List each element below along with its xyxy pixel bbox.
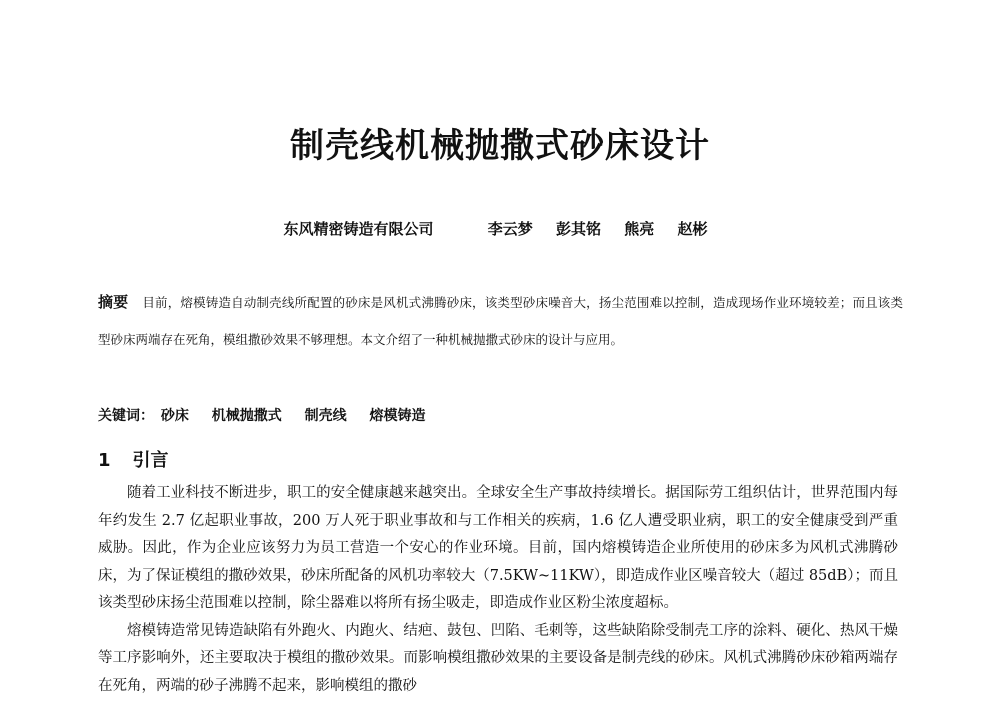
author-line xyxy=(0,218,1000,239)
abstract xyxy=(98,284,903,358)
section-number: 1 xyxy=(98,450,111,471)
author-name: 赵彬 xyxy=(677,220,708,238)
paragraph: 熔模铸造常见铸造缺陷有外跑火、内跑火、结疤、鼓包、凹陷、毛刺等，这些缺陷除受制壳工序的涂料、硬化、热风干燥等工序影响外，还主要取决于模组的撒砂效果。而影响模组撒砂效果的主要设备是制壳线的砂床。风机式沸腾砂床砂箱两端存在死角，两端的砂子沸腾不起来，影响模组的撒砂 xyxy=(98,622,898,694)
keyword: 砂床 xyxy=(160,408,189,424)
paragraph: 随着工业科技不断进步，职工的安全健康越来越突出。全球安全生产事故持续增长。据国际劳工组织估计，世界范围内每年约发生 2.7 亿起职业事故，200 万人死于职业事故和与工作相关的疾病，1.6 亿人遭受职业病，职工的安全健康受到严重威胁。因此，作为企业应该努力为员工营造一个安心的作业环境。目前，国内熔模铸造企业所使用的砂床多为风机式沸腾砂床，为了保证模组的撒砂效果，砂床所配备的风机功率较大（7.5KW~11KW），即造成作业区噪音较大（超过 85dB）；而且该类型砂床扬尘范围难以控制，除尘器难以将所有扬尘吸走，即造成作业区粉尘浓度超标。 xyxy=(98,485,898,611)
abstract-text: 目前，熔模铸造自动制壳线所配置的砂床是风机式沸腾砂床，该类型砂床噪音大，扬尘范围难以控制，造成现场作业环境较差；而且该类型砂床两端存在死角，模组撒砂效果不够理想。本文介绍了一种机械抛撒式砂床的设计与应用。 xyxy=(98,295,903,347)
keywords xyxy=(98,405,903,425)
keyword: 熔模铸造 xyxy=(369,408,426,424)
section-title: 引言 xyxy=(132,450,169,471)
author-name: 熊亮 xyxy=(624,220,655,238)
author-name: 李云梦 xyxy=(487,220,533,238)
paper-title: 制壳线机械抛撒式砂床设计 xyxy=(290,126,710,166)
keyword: 机械抛撒式 xyxy=(211,408,282,424)
affiliation: 东风精密铸造有限公司 xyxy=(283,220,434,238)
keyword: 制壳线 xyxy=(304,408,347,424)
author-name: 彭其铭 xyxy=(555,220,601,238)
keywords-label: 关键词： xyxy=(98,408,154,424)
body-text xyxy=(98,480,898,700)
section-heading xyxy=(98,446,169,472)
abstract-label: 摘要 xyxy=(98,293,129,311)
